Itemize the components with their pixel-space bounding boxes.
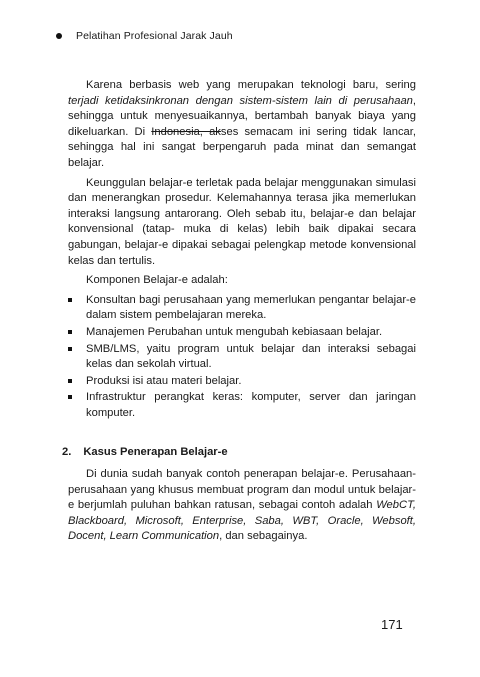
page-body xyxy=(62,78,416,549)
running-header xyxy=(56,30,233,42)
list-item: Konsultan bagi perusahaan yang memerlukan pengantar belajar-e dalam sistem pembelajaran mereka. xyxy=(68,293,416,324)
list-item: Produksi isi atau materi belajar. xyxy=(68,374,416,390)
paragraph-text: , sehingga untuk menyesuaikannya, bertambah banyak biaya yang dikeluarkan. Di xyxy=(68,94,416,138)
header-bullet-icon xyxy=(56,33,62,39)
section-heading xyxy=(62,445,416,461)
list-item: SMB/LMS, yaitu program untuk belajar dan interaksi sebagai kelas dan sekolah virtual. xyxy=(68,342,416,373)
running-title: Pelatihan Profesional Jarak Jauh xyxy=(76,30,233,42)
paragraph-web-issues xyxy=(68,78,416,172)
paragraph-text: Di dunia sudah banyak contoh penerapan belajar-e. Perusahaan-perusahaan yang khusus membuat program dan modul untuk belajar-e berjumlah puluhan bahkan ratusan, sebagai contoh adalah xyxy=(68,468,416,512)
list-item: Infrastruktur perangkat keras: komputer, server dan jaringan komputer. xyxy=(68,390,416,421)
components-list xyxy=(68,293,416,422)
struck-text: Indonesia, ak xyxy=(151,125,221,138)
paragraph-italic-text: terjadi ketidaksinkronan dengan sistem-sistem lain di perusahaan xyxy=(68,94,413,107)
list-item: Manajemen Perubahan untuk mengubah kebiasaan belajar. xyxy=(68,325,416,341)
paragraph-text: ses semacam ini sering tidak lancar, sehingga hal ini sangat berpengaruh pada minat dan semangat belajar. xyxy=(68,125,416,169)
paragraph-case-examples xyxy=(68,467,416,545)
section-title: Kasus Penerapan Belajar-e xyxy=(83,446,228,459)
page-number: 171 xyxy=(381,617,403,632)
paragraph-text: Karena berbasis web yang merupakan teknologi baru, sering xyxy=(86,79,416,91)
paragraph-text: , dan sebagainya. xyxy=(219,530,308,543)
paragraph-italic-text: WebCT, Blackboard, Microsoft, Enterprise, Saba, WBT, Oracle, Websoft, Docent, Learn Communication xyxy=(68,499,416,543)
section-number: 2. xyxy=(62,446,72,459)
paragraph-components-intro: Komponen Belajar-e adalah: xyxy=(86,274,228,287)
paragraph-advantages: Keunggulan belajar-e terletak pada belajar menggunakan simulasi dan menerangkan prosedur. Kelemahannya terasa jika memerlukan interaksi langsung antarorang. Oleh sebab itu, belajar-e dan belajar konvensional (tatap- muka di kelas) lebih baik dipakai secara gabungan, belajar-e dipakai sebagai pelengkap metode konvensional kelas dan tertulis. xyxy=(68,176,416,267)
